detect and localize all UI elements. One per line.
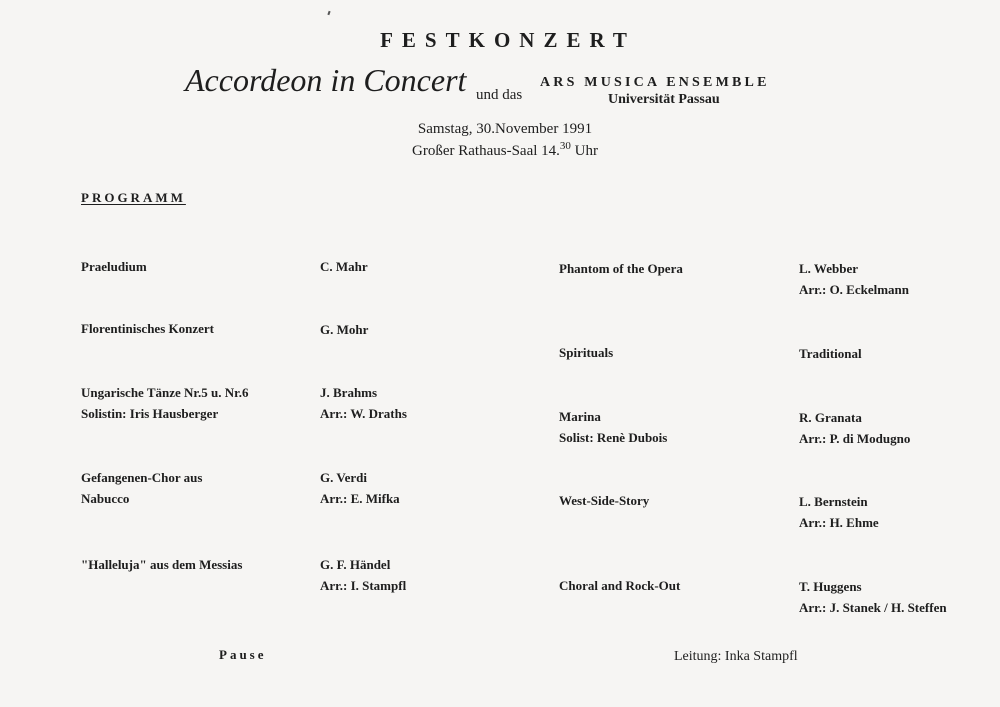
program-left-4-piece: Gefangenen-Chor aus Nabucco	[81, 470, 203, 506]
program-left-3-piece: Ungarische Tänze Nr.5 u. Nr.6 Solistin: Iris Hausberger	[81, 385, 249, 421]
program-right-3-composer: R. Granata Arr.: P. di Modugno	[799, 410, 911, 446]
program-left-5-composer: G. F. Händel Arr.: I. Stampfl	[320, 557, 407, 593]
program-right-1-piece: Phantom of the Opera	[559, 261, 683, 276]
program-left-2-composer: G. Mohr	[320, 322, 369, 337]
script-title: Accordeon in Concert	[185, 62, 467, 98]
concert-venue: Großer Rathaus-Saal 14.30 Uhr	[412, 140, 598, 159]
program-right-3-piece: Marina Solist: Renè Dubois	[559, 409, 668, 445]
concert-date: Samstag, 30.November 1991	[417, 121, 593, 137]
program-left-2-piece: Florentinisches Konzert	[81, 321, 214, 336]
program-right-5-composer: T. Huggens Arr.: J. Stanek / H. Steffen	[799, 579, 947, 615]
ensemble-name: ARS MUSICA ENSEMBLE	[540, 75, 770, 90]
pause-label: Pause	[219, 647, 267, 662]
page-title: FESTKONZERT	[380, 28, 636, 52]
program-right-1-composer: L. Webber Arr.: O. Eckelmann	[799, 261, 910, 297]
program-left-4-composer: G. Verdi Arr.: E. Mifka	[320, 470, 400, 506]
program-right-2-piece: Spirituals	[559, 345, 614, 360]
connector-text: und das	[476, 87, 523, 103]
program-right-4-piece: West-Side-Story	[559, 493, 650, 508]
program-right-2-composer: Traditional	[799, 346, 862, 361]
time-superscript: 30	[559, 140, 571, 152]
program-left-1-piece: Praeludium	[81, 259, 147, 274]
university-name: Universität Passau	[608, 92, 720, 107]
programm-heading: PROGRAMM	[81, 190, 186, 205]
conductor-credit: Leitung: Inka Stampfl	[674, 649, 798, 664]
program-right-4-composer: L. Bernstein Arr.: H. Ehme	[799, 494, 879, 530]
program-right-5-piece: Choral and Rock-Out	[559, 578, 681, 593]
ink-speck	[327, 11, 330, 15]
program-left-3-composer: J. Brahms Arr.: W. Draths	[320, 385, 407, 421]
program-left-1-composer: C. Mahr	[320, 259, 368, 274]
program-left-5-piece: "Halleluja" aus dem Messias	[81, 557, 243, 572]
